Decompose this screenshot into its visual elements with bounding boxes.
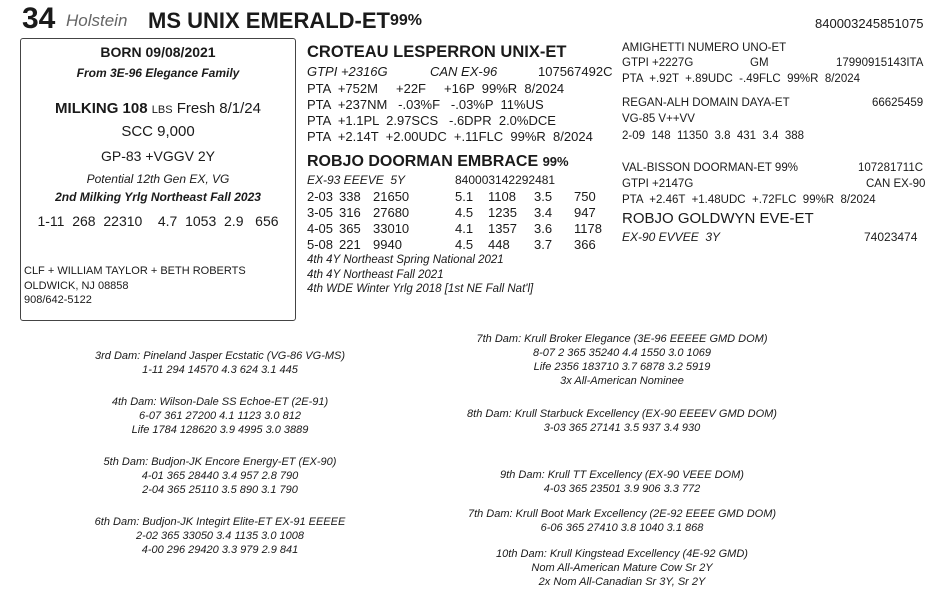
own-record: 1-11 268 22310 4.7 1053 2.9 656 [37, 213, 279, 229]
potential-gen: Potential 12th Gen EX, VG [86, 172, 230, 186]
milking-unit: LBS [151, 104, 173, 116]
dam-record-row [307, 205, 602, 221]
record-age: 5-08 [307, 237, 334, 252]
owner-phone: 908/642-5122 [24, 294, 92, 306]
record-pro-pct: 3.4 [534, 205, 553, 220]
dam-dam-reg: 74023474 [864, 230, 918, 244]
sire-name: CROTEAU LESPERRON UNIX-ET [307, 43, 567, 61]
dam-dam-classification: EX-90 EVVEE 3Y [622, 230, 721, 244]
owner-names: CLF + WILLIAM TAYLOR + BETH ROBERTS [24, 265, 246, 277]
record-milk: 33010 [373, 221, 410, 236]
dam-6-record: 4-00 296 29420 3.3 979 2.9 841 [141, 544, 299, 556]
record-age: 3-05 [307, 205, 334, 220]
record-days: 365 [339, 221, 361, 236]
milking-label: MILKING [55, 100, 119, 117]
dam-8-title: 8th Dam: Krull Starbuck Excellency (EX-90 EEEEV GMD DOM) [467, 408, 777, 420]
dam-4-block [40, 395, 400, 437]
family-line: From 3E-96 Elegance Family [76, 66, 240, 80]
record-pro: 1178 [574, 221, 602, 236]
dam-record-row [307, 189, 602, 205]
dam-honor: 4th WDE Winter Yrlg 2018 [1st NE Fall Nat'l] [307, 283, 534, 295]
animal-name: MS UNIX EMERALD-ET [148, 8, 390, 33]
sire-sire-reg: 17990915143ITA [836, 57, 924, 69]
dam-10-title: 10th Dam: Krull Kingstead Excellency (4E-92 GMD) [496, 548, 748, 560]
dam-sire-reg: 107281711C [858, 162, 924, 174]
animal-percent: 99% [390, 12, 423, 29]
sire-country: CAN EX-96 [430, 64, 498, 79]
dam-5-record: 2-04 365 25110 3.5 890 3.1 790 [142, 484, 298, 496]
dam-9-block [402, 468, 842, 496]
dam-record-row [307, 237, 602, 253]
dam-7b-record: 6-06 365 27410 3.8 1040 3.1 868 [540, 522, 704, 534]
record-pro-pct: 3.6 [534, 221, 553, 236]
dam-4-record: Life 1784 128620 3.9 4995 3.0 3889 [131, 424, 309, 436]
dam-9-record: 4-03 365 23501 3.9 906 3.3 772 [543, 483, 701, 495]
dam-6-record: 2-02 365 33050 3.4 1135 3.0 1008 [135, 530, 304, 542]
sire-dam-classification: VG-85 V++VV [622, 113, 695, 125]
dam-honor: 4th 4Y Northeast Fall 2021 [307, 268, 444, 281]
animal-id: 840003245851075 [815, 16, 924, 31]
dam-10-block [402, 547, 842, 589]
dam-honors [307, 253, 533, 297]
record-fat-pct: 4.5 [455, 237, 474, 252]
dam-sire-gtpi: GTPI +2147G [622, 178, 694, 190]
dam-sire-pta: PTA +2.46T +1.48UDC +.72FLC 99%R 8/2024 [622, 194, 876, 206]
dam-reg: 840003142292481 [455, 173, 556, 187]
dam-3-record: 1-11 294 14570 4.3 624 3.1 445 [142, 364, 298, 376]
record-days: 316 [339, 205, 361, 220]
sire-sire-pta: PTA +.92T +.89UDC -.49FLC 99%R 8/2024 [622, 73, 861, 85]
sire-pta-line: PTA +237NM -.03%F -.03%P 11%US [307, 97, 544, 112]
dam-honor: 4th 4Y Northeast Spring National 2021 [307, 254, 504, 266]
dam-sire-name: VAL-BISSON DOORMAN-ET 99% [622, 162, 798, 174]
record-fat: 1357 [488, 221, 517, 236]
owner-address: OLDWICK, NJ 08858 [24, 279, 129, 292]
owner-block [24, 264, 246, 308]
record-fat: 1108 [488, 189, 516, 204]
sire-pta-line: PTA +2.14T +2.00UDC +.11FLC 99%R 8/2024 [307, 129, 593, 144]
dam-5-record: 4-01 365 28440 3.4 957 2.8 790 [141, 470, 299, 482]
record-fat: 1235 [488, 205, 517, 220]
record-fat-pct: 4.1 [455, 221, 474, 236]
dam-4-title: 4th Dam: Wilson-Dale SS Echoe-ET (2E-91) [111, 396, 329, 408]
dam-6-block [40, 515, 400, 557]
dam-10-honor: 2x Nom All-Canadian Sr 3Y, Sr 2Y [538, 576, 706, 588]
sire-sire-gtpi: GTPI +2227G [622, 57, 694, 69]
record-days: 221 [339, 237, 361, 252]
record-milk: 9940 [373, 237, 402, 252]
dam-3-block [40, 349, 400, 377]
dam-4-record: 6-07 361 27200 4.1 1123 3.0 812 [139, 410, 301, 422]
dam-8-block [402, 407, 842, 435]
dam-5-block [40, 455, 400, 497]
dam-7-block [402, 332, 842, 388]
scc-value: SCC 9,000 [121, 123, 195, 140]
record-fat-pct: 4.5 [455, 205, 474, 220]
record-pro-pct: 3.5 [534, 189, 553, 204]
sire-sire-name: AMIGHETTI NUMERO UNO-ET [622, 42, 787, 54]
dam-7-record: 8-07 2 365 35240 4.4 1550 3.0 1069 [533, 347, 711, 359]
breed-label: Holstein [66, 11, 128, 30]
milking-value: 108 [122, 100, 148, 117]
sire-pta-line: PTA +752M +22F +16P 99%R 8/2024 [307, 81, 565, 96]
record-pro: 750 [574, 189, 596, 204]
show-honor: 2nd Milking Yrlg Northeast Fall 2023 [55, 190, 261, 204]
dam-record-row [307, 221, 602, 237]
record-pro: 947 [574, 205, 596, 220]
dam-7b-block [402, 507, 842, 535]
sire-reg: 107567492C [538, 64, 613, 79]
record-milk: 21650 [373, 189, 410, 204]
sire-dam-name: REGAN-ALH DOMAIN DAYA-ET [622, 97, 790, 109]
sire-dam-record: 2-09 148 11350 3.8 431 3.4 388 [622, 130, 805, 142]
dam-name: ROBJO DOORMAN EMBRACE [307, 153, 539, 170]
dam-3-title: 3rd Dam: Pineland Jasper Ecstatic (VG-86 VG-MS) [94, 350, 346, 362]
birth-date: BORN 09/08/2021 [100, 44, 216, 60]
sire-gtpi: GTPI +2316G [307, 64, 388, 79]
record-days: 338 [339, 189, 361, 204]
milking-line [21, 100, 295, 117]
dam-sire-country: CAN EX-90 [866, 178, 926, 190]
sire-sire-country: GM [750, 57, 769, 69]
record-pro-pct: 3.7 [534, 237, 553, 252]
record-age: 4-05 [307, 221, 334, 236]
dam-10-honor: Nom All-American Mature Cow Sr 2Y [531, 562, 713, 574]
record-pro: 366 [574, 237, 596, 252]
dam-9-title: 9th Dam: Krull TT Excellency (EX-90 VEEE DOM) [500, 469, 744, 481]
record-fat-pct: 5.1 [455, 189, 474, 204]
dam-7b-title: 7th Dam: Krull Boot Mark Excellency (2E-92 EEEE GMD DOM) [467, 508, 777, 520]
dam-name-line [307, 153, 569, 171]
dam-6-title: 6th Dam: Budjon-JK Integirt Elite-ET EX-91 EEEEE [94, 516, 346, 528]
dam-percent: 99% [542, 154, 569, 169]
animal-info-box [20, 38, 296, 321]
fresh-date: Fresh 8/1/24 [176, 100, 261, 117]
dam-classification: EX-93 EEEVE 5Y [307, 173, 406, 187]
dam-records-table [307, 189, 602, 253]
dam-5-title: 5th Dam: Budjon-JK Encore Energy-ET (EX-90) [103, 456, 337, 468]
sire-dam-reg: 66625459 [872, 97, 924, 109]
dam-dam-name: ROBJO GOLDWYN EVE-ET [622, 210, 814, 227]
record-milk: 27680 [373, 205, 410, 220]
classification: GP-83 +VGGV 2Y [101, 148, 215, 164]
lot-number: 34 [22, 2, 56, 35]
sire-pta-line: PTA +1.1PL 2.97SCS -.6DPR 2.0%DCE [307, 113, 556, 128]
dam-7-title: 7th Dam: Krull Broker Elegance (3E-96 EEEEE GMD DOM) [476, 333, 768, 345]
record-age: 2-03 [307, 189, 334, 204]
dam-7-honor: 3x All-American Nominee [560, 375, 684, 387]
dam-8-record: 3-03 365 27141 3.5 937 3.4 930 [543, 422, 701, 434]
record-fat: 448 [488, 237, 510, 252]
dam-7-record: Life 2356 183710 3.7 6878 3.2 5919 [533, 361, 711, 373]
